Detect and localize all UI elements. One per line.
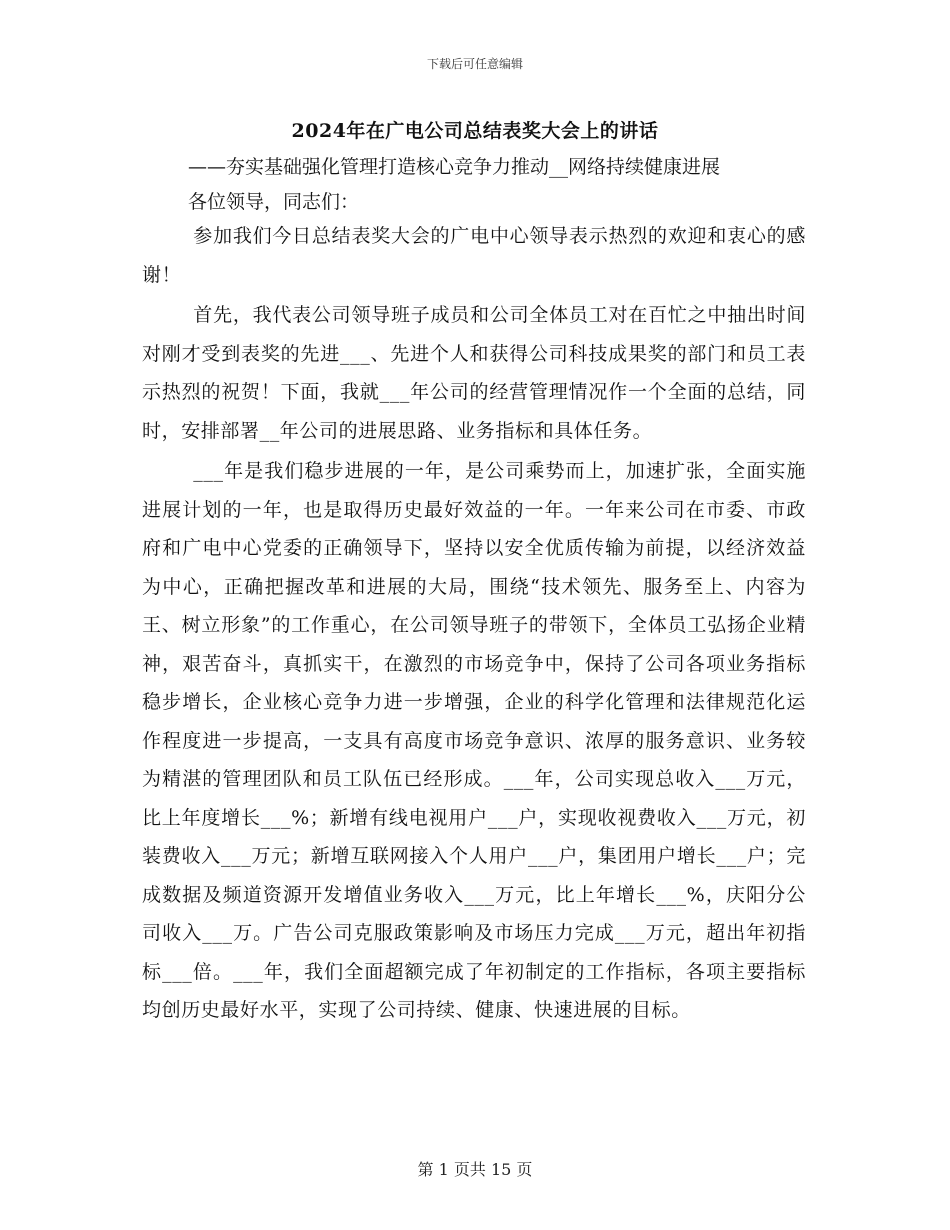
document-title: 2024年在广电公司总结表奖大会上的讲话: [291, 120, 659, 142]
greeting-line: 各位领导，同志们：: [188, 191, 360, 213]
header-note: 下载后可任意编辑: [426, 57, 523, 71]
paragraph-congratulations: 首先，我代表公司领导班子成员和公司全体员工对在百忙之中抽出时间对刚才受到表奖的先进___、先进个人和获得公司科技成果奖的部门和员工表示热烈的祝贺！下面，我就___年公司的经营管理情况作一个全面的总结，同时，安排部署__年公司的进展思路、业务指标和具体任务。: [142, 304, 806, 442]
paragraph-welcome: 参加我们今日总结表奖大会的广电中心领导表示热烈的欢迎和衷心的感谢！: [142, 225, 806, 286]
paragraph-annual-summary: ___年是我们稳步进展的一年，是公司乘势而上，加速扩张，全面实施进展计划的一年，也是取得历史最好效益的一年。一年来公司在市委、市政府和广电中心党委的正确领导下，坚持以安全优质传输为前提，以经济效益为中心，正确把握改革和进展的大局，围绕“技术领先、服务至上、内容为王、树立形象”的工作重心，在公司领导班子的带领下，全体员工弘扬企业精神，艰苦奋斗，真抓实干，在激烈的市场竞争中，保持了公司各项业务指标稳步增长，企业核心竞争力进一步增强，企业的科学化管理和法律规范化运作程度进一步提高，一支具有高度市场竞争意识、浓厚的服务意识、业务较为精湛的管理团队和员工队伍已经形成。___年，公司实现总收入___万元，比上年度增长___%；新增有线电视用户___户，实现收视费收入___万元，初装费收入___万元；新增互联网接入个人用户___户，集团用户增长___户；完成数据及频道资源开发增值业务收入___万元，比上年增长___%，庆阳分公司收入___万。广告公司克服政策影响及市场压力完成___万元，超出年初指标___倍。___年，我们全面超额完成了年初制定的工作指标，各项主要指标均创历史最好水平，实现了公司持续、健康、快速进展的目标。: [142, 460, 806, 1021]
document-subtitle: ——夯实基础强化管理打造核心竞争力推动__网络持续健康进展: [188, 156, 721, 178]
document-body: [142, 217, 806, 1032]
page-number: 第 1 页共 15 页: [417, 1160, 533, 1179]
